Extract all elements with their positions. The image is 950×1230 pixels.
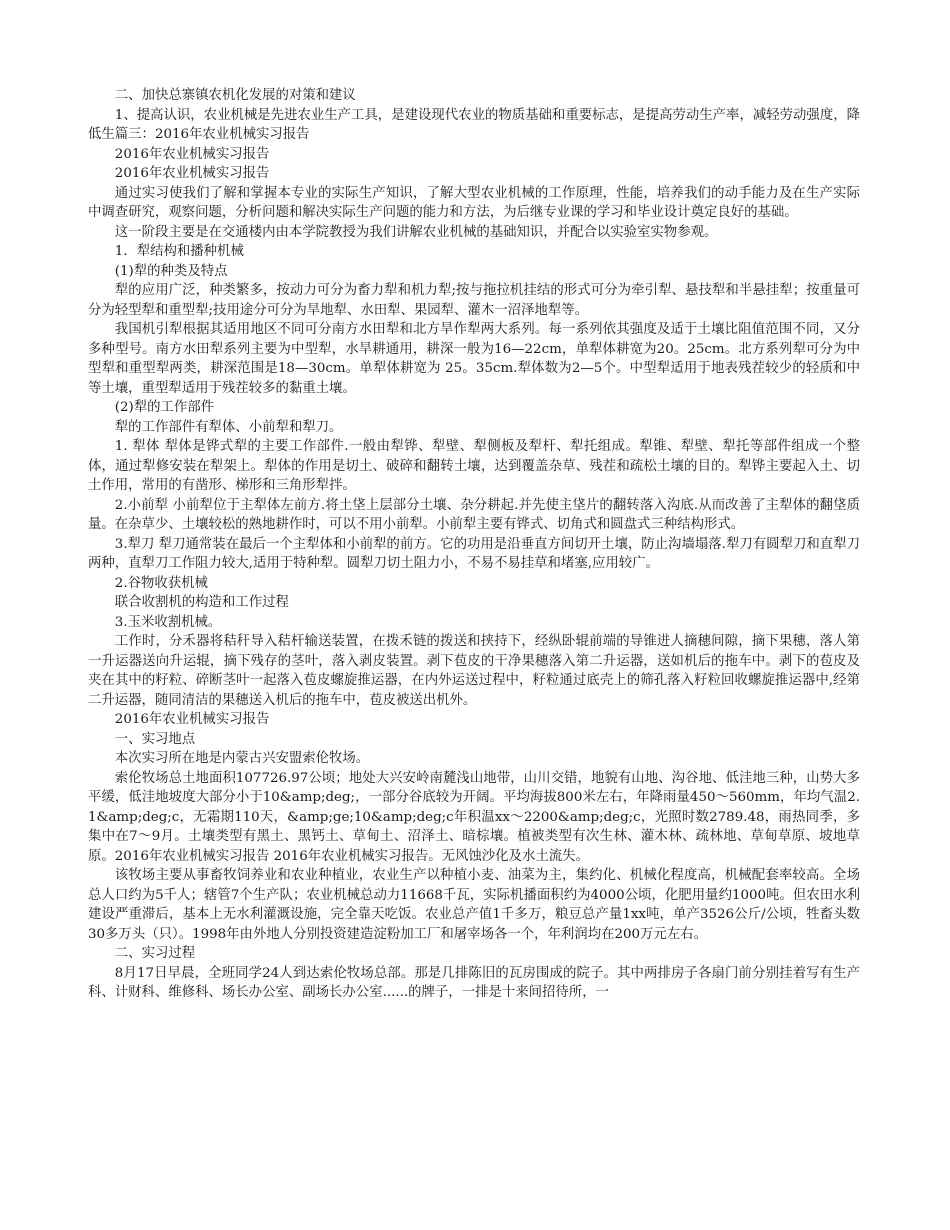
paragraph: 2016年农业机械实习报告 — [114, 712, 270, 727]
document-body — [88, 86, 860, 1003]
paragraph: 2.谷物收获机械 — [114, 575, 208, 591]
paragraph: 犁的工作部件有犁体、小前犁和犁刀。 — [114, 419, 343, 435]
paragraph: 一、实习地点 — [114, 731, 196, 747]
paragraph: 1. 犁体 犁体是铧式犁的主要工作部件.一般由犁铧、犁壁、犁侧板及犁杆、犁托组成。犁锥、犁壁、犁托等部件组成一个整体，通过犁修安装在犁架上。犁体的作用是切土、破碎和翻转土壤，达到覆盖杂草、残茬和疏松土壤的目的。犁铧主要起入土、切土作用，常用的有凿形、梯形和三角形犁拌。 — [88, 439, 860, 493]
paragraph: 该牧场主要从事畜牧饲养业和农业种植业，农业生产以种植小麦、油菜为主，集约化、机械化程度高，机械配套率较高。全场总人口约为5千人；辖管7个生产队；农业机械总动力11668千瓦，实际机播面积约为4000公顷，化肥用量约1000吨。但农田水利建设严重滞后，基本上无水利灌溉设施，完全靠天吃饭。农业总产值1千多万，粮豆总产量1xx吨，单产3526公斤/公顷，牲畜头数30多万头（只）。1998年由外地人分别投资建造淀粉加工厂和屠宰场各一个，年利润均在200万元左右。 — [88, 868, 860, 942]
paragraph: (2)犁的工作部件 — [114, 400, 215, 415]
paragraph: 索伦牧场总土地面积107726.97公顷；地处大兴安岭南麓浅山地带，山川交错，地貌有山地、沟谷地、低洼地三种，山势大多平缓，低洼地坡度大部分小于10&amp;deg;，一部分谷底较为开阔。平均海拔800米左右，年降雨量450～560mm，年均气温2.1&amp;deg;c，无霜期110天，&amp;ge;10&amp;deg;c年积温xx～2200&amp;deg;c，光照时数2789.48，雨热同季，多集中在7～9月。土壤类型有黑土、黑钙土、草甸土、沼泽土、暗棕壤。植被类型有次生林、灌木林、疏林地、草甸草原、坡地草原。2016年农业机械实习报告 2016年农业机械实习报告。无风蚀沙化及水土流失。 — [88, 770, 860, 864]
paragraph: 1．犁结构和播种机械 — [114, 244, 244, 259]
paragraph: 2.小前犁 小前犁位于主犁体左前方.将土垡上层部分土壤、杂分耕起.并先使主垡片的翻转落入沟底.从而改善了主犁体的翻垡质量。在杂草少、土壤较松的熟地耕作时，可以不用小前犁。小前犁主要有铧式、切角式和圆盘式三种结构形式。 — [88, 497, 860, 532]
paragraph: 犁的应用广泛，种类繁多，按动力可分为畜力犁和机力犁;按与拖拉机挂结的形式可分为牵引犁、悬技犁和半悬挂犁；按重量可分为轻型犁和重型犁;技用途分可分为旱地犁、水田犁、果园犁、灌木一沼泽地犁等。 — [88, 283, 860, 318]
paragraph: 这一阶段主要是在交通楼内由本学院教授为我们讲解农业机械的基础知识，并配合以实验室实物参观。 — [114, 224, 718, 240]
paragraph: (1)犁的种类及特点 — [114, 263, 228, 279]
paragraph: 通过实习使我们了解和掌握本专业的实际生产知识，了解大型农业机械的工作原理，性能，培养我们的动手能力及在生产实际中调查研究，观察问题，分析问题和解决实际生产问题的能力和方法，为后继专业课的学习和毕业设计奠定良好的基础。 — [88, 185, 860, 220]
paragraph: 2016年农业机械实习报告 — [114, 166, 270, 181]
paragraph: 本次实习所在地是内蒙古兴安盟索伦牧场。 — [114, 751, 370, 766]
paragraph: 工作时，分禾器将秸秆导入秸杆输送装置，在拨禾链的拨送和挟持下，经纵卧辊前端的导锥进人摘穗间隙，摘下果穗，落人第一升运器送向升运辊，摘下残存的茎叶，落入剥皮装置。剥下苞皮的干净果穗落入第二升运器，送如机后的拖车中。剥下的苞皮及夹在其中的籽粒、碎断茎叶一起落入苞皮螺旋推运器，在内外运送过程中，籽粒通过底壳上的筛孔落入籽粒回收螺旋推运器中,经第二升运器，随同清洁的果穗送入机后的拖车中，苞皮被送出机外。 — [88, 634, 860, 708]
paragraph: 8月17日早晨，全班同学24人到达索伦牧场总部。那是几排陈旧的瓦房围成的院子。其中两排房子各扇门前分别挂着写有生产科、计财科、维修科、场长办公室、副场长办公室......的牌子，一排是十来间招待所，一 — [88, 965, 860, 1000]
paragraph: 联合收割机的构造和工作过程 — [114, 595, 289, 610]
paragraph: 2016年农业机械实习报告 — [114, 146, 270, 162]
paragraph: 1、提高认识，农业机械是先进农业生产工具，是建设现代农业的物质基础和重要标志，是提高劳动生产率，减轻劳动强度，降低生篇三：2016年农业机械实习报告 — [88, 107, 860, 142]
paragraph: 3.玉米收割机械。 — [114, 614, 222, 630]
paragraph: 二、实习过程 — [114, 946, 196, 961]
paragraph: 我国机引犁根据其适用地区不同可分南方水田犁和北方旱作犁两大系列。每一系列依其强度及适于土壤比阻值范围不同，又分多种型号。南方水田犁系列主要为中型犁，水旱耕通用，耕深一般为16—22cm，单犁体耕宽为20。25cm。北方系列犁可分为中型犁和重型犁两类，耕深范围是18—30cm。单犁体耕宽为 25。35cm.犁体数为2—5个。中型犁适用于地表残茬较少的轻质和中等土壤，重型犁适用于残茬较多的黏重土壤。 — [88, 322, 860, 396]
paragraph: 3.犁刀 犁刀通常装在最后一个主犁体和小前犁的前方。它的功用是沿垂直方间切开土壤，防止沟墙塌落.犁刀有圆犁刀和直犁刀两种，直犁刀工作阻力较大,适用于特种犁。圆犁刀切土阻力小，不易不易挂草和堵塞,应用较广。 — [88, 536, 860, 571]
paragraph: 二、加快总寨镇农机化发展的对策和建议 — [114, 88, 356, 103]
